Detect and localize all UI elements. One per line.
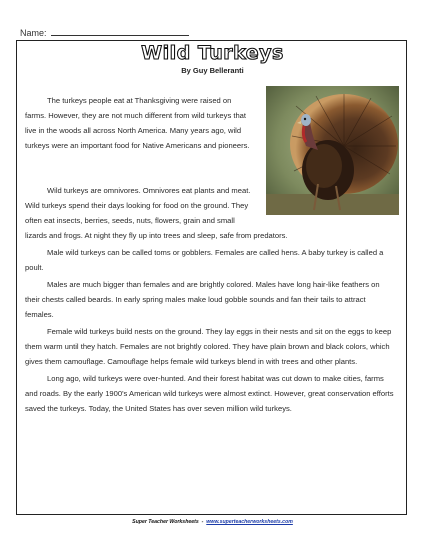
paragraph: Males are much bigger than females and are brightly colored. Males have long hair-like feathers on their chests called beards. In early spring males make loud gobble sounds and fan their tails to attract females. xyxy=(25,280,380,319)
author-byline: By Guy Belleranti xyxy=(181,66,244,75)
name-blank-line[interactable] xyxy=(51,27,189,36)
article-body-continued xyxy=(25,183,395,416)
paragraph: Wild turkeys are omnivores. Omnivores eat plants and meat. Wild turkeys spend their days looking for food on the ground. They often eat insects, berries, seeds, nuts, flowers, grain and small lizards and frogs. At night they fly up into trees and sleep, safe from predators. xyxy=(25,186,288,240)
paragraph: Long ago, wild turkeys were over-hunted. And their forest habitat was cut down to make cities, farms and roads. By the early 1900's American wild turkeys were almost extinct. However, great conservation efforts saved the turkeys. Today, the United States has over seven million wild turkeys. xyxy=(25,374,394,413)
footer xyxy=(0,519,425,525)
paragraph: Male wild turkeys can be called toms or gobblers. Females are called hens. A baby turkey is called a poult. xyxy=(25,248,384,272)
paragraph: Female wild turkeys build nests on the ground. They lay eggs in their nests and sit on the eggs to keep them warm until they hatch. Females are not brightly colored. They have plain brown and black colors, which gives them camouflage. Camouflage helps female wild turkeys blend in with trees and other plants. xyxy=(25,327,392,366)
footer-link[interactable]: www.superteacherworksheets.com xyxy=(206,519,293,525)
name-label: Name: xyxy=(20,28,47,38)
article-body xyxy=(25,93,395,153)
footer-brand: Super Teacher Worksheets xyxy=(132,519,199,525)
worksheet-title: Wild Turkeys xyxy=(141,42,284,64)
paragraph: The turkeys people eat at Thanksgiving were raised on farms. However, they are not much different from wild turkeys that live in the woods all across North America. Many years ago, wild turkeys were an important food for Native Americans and pioneers. xyxy=(25,96,250,150)
name-field xyxy=(20,27,189,38)
footer-separator: - xyxy=(201,519,204,525)
